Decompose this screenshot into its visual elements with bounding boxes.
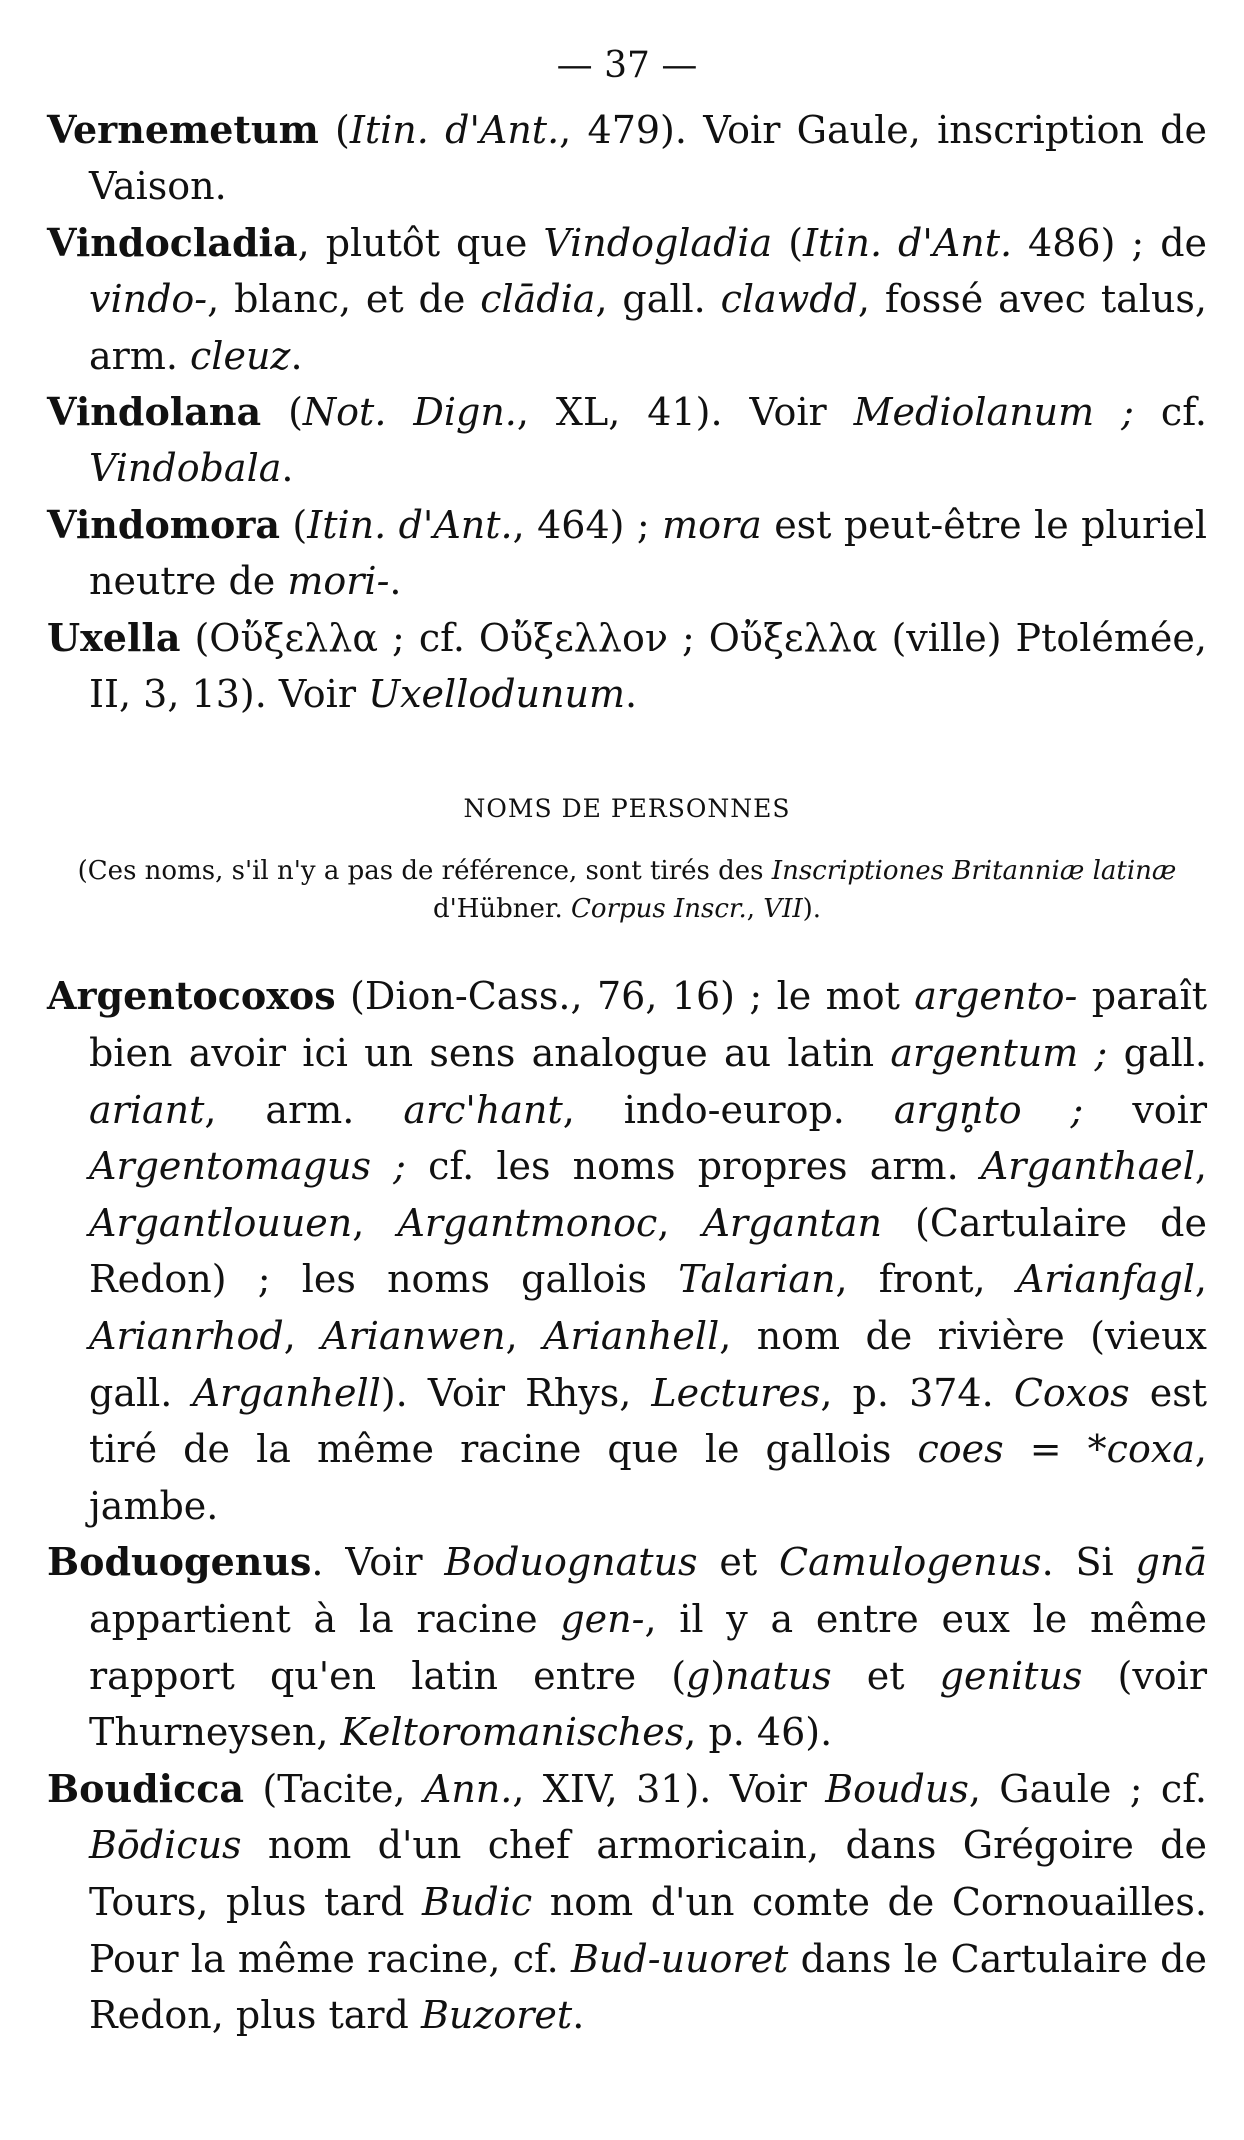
text-run: est peut-être le pluriel neutre de [89,502,1207,604]
text-run: gall. [1107,1031,1207,1076]
place-names-list [47,102,1207,722]
text-run: , fossé avec talus, arm. [89,277,1208,378]
text-run: , [283,1314,322,1359]
italic-text: Argantmonoc [397,1200,658,1245]
text-run: . [290,333,303,378]
italic-text: argentum ; [890,1031,1108,1076]
entry [47,215,1207,384]
text-run: , [657,1200,703,1245]
text-run: , XL, 41). Voir [516,390,854,435]
italic-text: Bōdicus [89,1823,242,1868]
text-run: paraît bien avoir ici un sens analogue au latin [89,974,1207,1076]
text-run: ). [802,894,822,925]
italic-text: *coxa [1087,1427,1195,1472]
italic-text: Ann. [423,1766,513,1811]
page [47,40,1207,2044]
italic-text: Arganhell [192,1370,381,1415]
text-run: voir [1083,1087,1208,1132]
text-run: . [572,1993,585,2038]
italic-text: mora [662,502,762,547]
italic-text: gnā [1135,1540,1208,1585]
section-note [47,852,1207,928]
entry [47,1534,1207,1760]
text-run: et [831,1653,940,1698]
italic-text: mori- [287,559,390,604]
italic-text: cleuz [190,333,291,378]
text-run: (Cartulaire de Redon) ; les noms gallois [89,1200,1207,1302]
entry [47,968,1207,1534]
text-run: , [746,894,764,925]
italic-text: Arianrhod [89,1314,284,1359]
entry-headword: Vernemetum [47,107,319,152]
text-run: (Dion-Cass., 76, 16) ; le mot [335,974,915,1019]
italic-text: Coxos [1013,1370,1130,1415]
italic-text: Argentomagus ; [89,1144,406,1189]
italic-text: Uxellodunum [368,672,626,717]
italic-text: VII [763,894,803,925]
section-title: NOMS DE PERSONNES [463,794,791,824]
text-run: . Voir [311,1540,445,1585]
italic-text: Vindobala [89,446,282,491]
entry [47,497,1207,610]
italic-text: Not. Dign. [302,390,517,435]
italic-text: Bud-uuoret [571,1936,789,1981]
text-run: . [389,559,402,604]
entry-headword: Boduogenus [47,1539,312,1585]
entry [47,102,1207,215]
entry-headword: Boudicca [47,1765,244,1811]
text-run: et [697,1540,780,1585]
italic-text: genitus [939,1653,1083,1698]
text-run: , [1194,1257,1208,1302]
text-run: , arm. [204,1087,404,1132]
text-run: cf. les noms propres arm. [406,1144,981,1189]
italic-text: Itin. d'Ant. [307,502,513,547]
entry-headword: Vindolana [47,389,262,435]
text-run: 486) ; de [1012,220,1208,265]
text-run: (Ces noms, s'il n'y a pas de référence, sont tirés des [77,856,772,887]
italic-text: Vindogladia [543,220,773,265]
italic-text: g [686,1653,711,1698]
italic-text: ariant [89,1087,205,1132]
italic-text: natus [725,1653,832,1698]
italic-text: Arianhell [543,1314,720,1359]
text-run: d'Hübner. [432,894,572,925]
text-run: ( [318,108,350,152]
text-run: ( [772,220,804,265]
text-run: ( [280,502,308,547]
text-run: , [505,1314,544,1359]
italic-text: Keltoromanisches [340,1710,685,1755]
entry-headword: Vindocladia [47,219,298,265]
italic-text: Arganthael [980,1144,1195,1189]
italic-text: clawdd [720,277,858,322]
entry-headword: Vindomora [47,501,280,547]
text-run: cf. [1133,390,1207,435]
text-run: , [1194,1144,1207,1189]
text-run: , blanc, et de [207,277,481,322]
text-run: nom d'un comte de Cornouailles. Pour la même racine, cf. [89,1879,1207,1981]
text-run: , gall. [595,277,721,322]
italic-text: arc'hant [403,1087,563,1132]
italic-text: clādia [480,277,596,322]
text-run: est tiré de la même racine que le gallois [89,1370,1207,1472]
text-run: , [352,1200,398,1245]
text-run: (Οὔξελλα ; cf. Οὔξελλον ; Οὔξελλα (ville) Ptolémée, II, 3, 13). Voir [89,615,1207,717]
text-run: . [625,672,638,717]
text-run: ) [710,1653,726,1698]
text-run: , 464) ; [512,502,663,547]
italic-text: Mediolanum ; [853,390,1134,435]
text-run: , p. 46). [684,1710,833,1755]
text-run: (Tacite, [244,1766,424,1811]
text-run: . Si [1041,1540,1136,1585]
text-run: , plutôt que [297,220,544,265]
italic-text: Boudus [825,1766,969,1811]
entry [47,1761,1207,2044]
italic-text: argn̥to ; [893,1087,1084,1132]
italic-text: gen- [560,1597,645,1641]
italic-text: Itin. d'Ant. [803,220,1013,265]
page-number: — 37 — [556,45,698,86]
italic-text: Lectures [651,1370,821,1415]
italic-text: vindo- [89,277,208,322]
text-run: , p. 374. [820,1370,1014,1415]
text-run: , Gaule ; cf. [968,1766,1207,1811]
italic-text: Inscriptiones Britanniæ latinæ [771,856,1177,887]
text-run: , jambe. [89,1427,1207,1528]
italic-text: Talarian [678,1257,836,1302]
text-run: = [1003,1427,1088,1472]
text-run: ( [261,390,303,435]
text-run: , nom de rivière (vieux gall. [89,1314,1207,1415]
text-run: dans le Cartulaire de Redon, plus tard [89,1936,1207,2038]
entry [47,384,1207,497]
entry-headword: Uxella [47,614,181,660]
text-run: , XIV, 31). Voir [512,1766,826,1811]
text-run: , front, [835,1257,1017,1302]
italic-text: Camulogenus [779,1540,1042,1585]
text-run: nom d'un chef armoricain, dans Grégoire de Tours, plus tard [89,1823,1207,1924]
text-run: ). Voir Rhys, [380,1370,652,1415]
italic-text: Itin. d'Ant. [349,108,560,152]
italic-text: Budic [422,1879,533,1924]
italic-text: Buzoret [420,1993,573,2038]
text-run: , 479). Voir Gaule, inscription de Vaison. [89,108,1207,209]
text-run: , indo-europ. [562,1087,894,1132]
italic-text: argento- [914,974,1078,1019]
text-run: (voir Thurneysen, [89,1653,1207,1755]
italic-text: Boduognatus [444,1540,698,1585]
text-run: . [281,446,294,491]
entry-headword: Argentocoxos [47,973,336,1019]
person-names-list [47,968,1207,2043]
entry [47,610,1207,723]
italic-text: Arianfagl [1016,1257,1195,1302]
text-run: appartient à la racine [89,1597,561,1641]
italic-text: Argantlouuen [89,1200,353,1245]
italic-text: Corpus Inscr. [571,894,747,925]
text-run: , il y a entre eux le même rapport qu'en latin entre ( [89,1597,1207,1698]
italic-text: Argantan [702,1200,882,1245]
italic-text: coes [917,1427,1004,1472]
italic-text: Arianwen [321,1314,506,1359]
